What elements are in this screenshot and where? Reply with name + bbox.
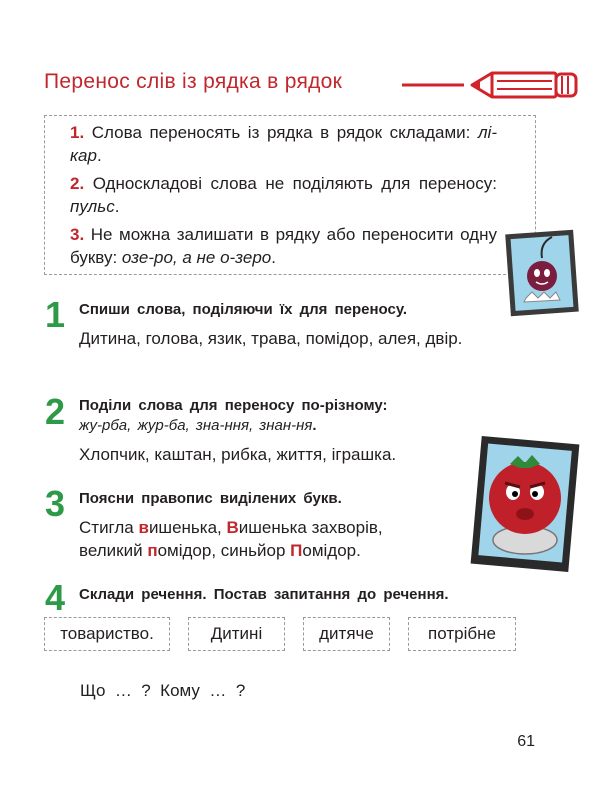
task-4-number: 4 (45, 577, 66, 618)
task-2-examples: жу-рба, жур-ба, зна-ння, знан-ня. (79, 417, 317, 434)
rule-1: 1. Слова переносять із рядка в рядок складами: лі-кар. (70, 123, 497, 165)
task-4-questions: Що … ? Кому … ? (80, 681, 246, 700)
page-number: 61 (517, 733, 535, 750)
word-card: Дитині (188, 617, 285, 651)
task-1-number: 1 (45, 294, 66, 335)
task-4-instruction: Склади речення. Постав запитання до речення. (79, 586, 449, 603)
pencil-icon (402, 68, 580, 100)
word-card: дитяче (303, 617, 390, 651)
task-3-number: 3 (45, 483, 66, 524)
task-3-line-2: великий помідор, синьйор Помідор. (79, 541, 361, 560)
task-2-number: 2 (45, 391, 66, 432)
tomato-character-illustration (470, 434, 582, 576)
rule-3: 3. Не можна залишати в рядку або переносити одну букву: озе-ро, а не о-зеро. (70, 225, 497, 267)
word-card: потрібне (408, 617, 516, 651)
task-1-instruction: Спиши слова, поділяючи їх для переносу. (79, 301, 408, 318)
task-2-text: Хлопчик, каштан, рибка, життя, іграшка. (79, 445, 397, 464)
task-3-line-1: Стигла вишенька, Вишенька захворів, (79, 518, 383, 537)
task-3-instruction: Поясни правопис виділених букв. (79, 490, 342, 507)
task-2-instruction: Поділи слова для переносу по-різному: (79, 397, 388, 414)
rule-2: 2. Односкладові слова не поділяють для переносу: пульс. (70, 174, 497, 216)
word-card: товариство. (44, 617, 170, 651)
cherry-character-illustration (504, 228, 580, 318)
task-1-text: Дитина, голова, язик, трава, помідор, алея, двір. (79, 329, 463, 348)
page-title: Перенос слів із рядка в рядок (44, 70, 343, 93)
